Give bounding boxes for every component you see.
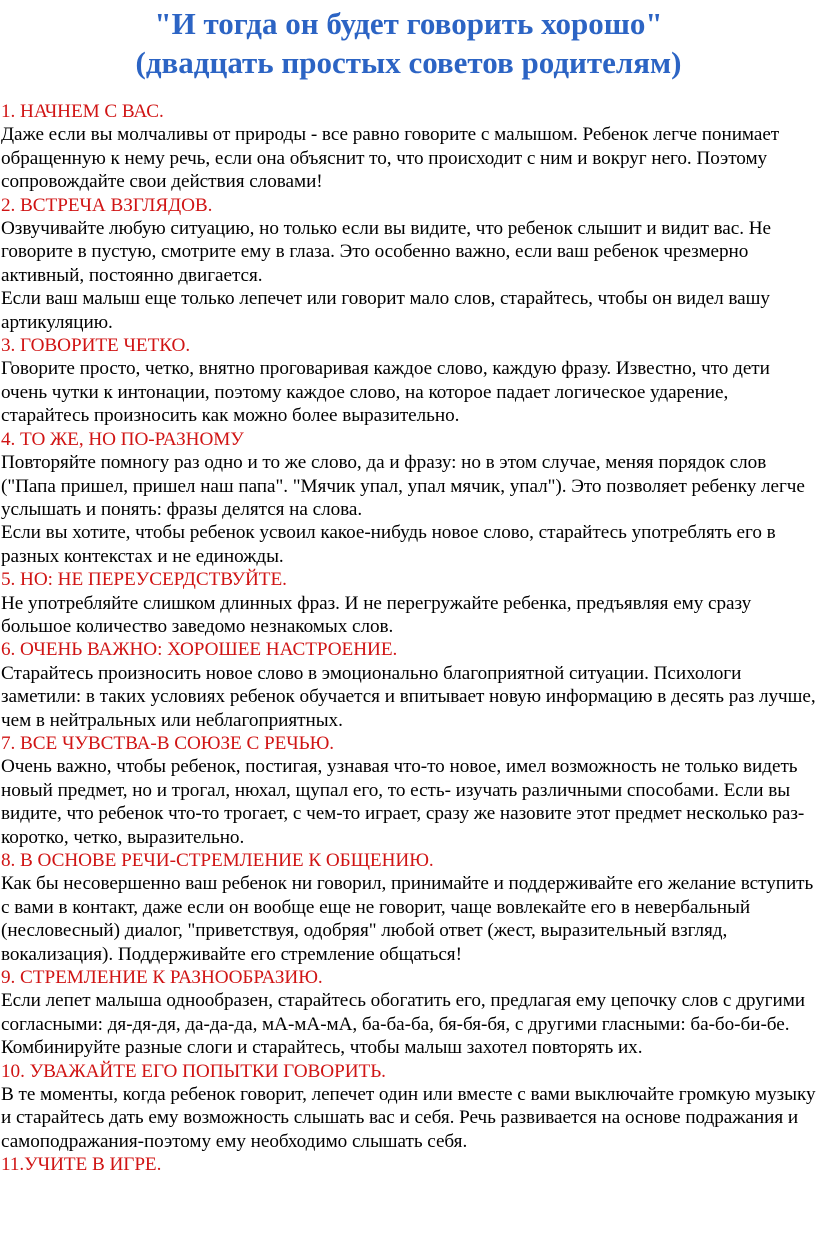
- document-title: [1, 4, 816, 82]
- section-paragraph: В те моменты, когда ребенок говорит, лепечет один или вместе с вами выключайте громкую музыку и старайтесь дать ему возможность слышать вас и себя. Речь развивается на основе подражания и самоподражания-поэтому ему необходимо слышать себя.: [1, 1084, 816, 1152]
- section-heading: 7. ВСЕ ЧУВСТВА-В СОЮЗЕ С РЕЧЬЮ.: [1, 732, 335, 754]
- section-heading: 8. В ОСНОВЕ РЕЧИ-СТРЕМЛЕНИЕ К ОБЩЕНИЮ.: [1, 850, 434, 871]
- section-paragraph: Если ваш малыш еще только лепечет или говорит мало слов, старайтесь, чтобы он видел вашу артикуляцию.: [1, 288, 770, 333]
- section-paragraph: Как бы несовершенно ваш ребенок ни говорил, принимайте и поддерживайте его желание вступить с вами в контакт, даже если он вообще еще не говорит, чаще вовлекайте его в невербальный (несловесный) диалог, "приветствуя, одобряя" любой ответ (жест, выразительный взгляд, вокализация). Поддерживайте его стремление общаться!: [1, 873, 814, 965]
- section-heading: 4. ТО ЖЕ, НО ПО-РАЗНОМУ: [1, 428, 244, 450]
- section-paragraph: Не употребляйте слишком длинных фраз. И не перегружайте ребенка, предъявляя ему сразу большое количество заведомо незнакомых слов.: [1, 592, 752, 637]
- title-line-1: "И тогда он будет говорить хорошо": [154, 6, 663, 41]
- section-paragraph: Озвучивайте любую ситуацию, но только если вы видите, что ребенок слышит и видит вас. Не говорите в пустую, смотрите ему в глаза. Это особенно важно, если ваш ребенок чрезмерно активный, постоянно двигается.: [1, 218, 772, 286]
- section-heading: 9. СТРЕМЛЕНИЕ К РАЗНООБРАЗИЮ.: [1, 967, 323, 989]
- section-heading: 11.УЧИТЕ В ИГРЕ.: [1, 1154, 162, 1176]
- section-heading: 6. ОЧЕНЬ ВАЖНО: ХОРОШЕЕ НАСТРОЕНИЕ.: [1, 639, 398, 661]
- section-heading: 1. НАЧНЕМ С ВАС.: [1, 101, 164, 122]
- section-paragraph: Если вы хотите, чтобы ребенок усвоил какое-нибудь новое слово, старайтесь употреблять его в разных контекстах и не единожды.: [1, 522, 776, 567]
- section-paragraph: Старайтесь произносить новое слово в эмоционально благоприятной ситуации. Психологи заметили: в таких условиях ребенок обучается и впитывает новую информацию в десять раз лучше, чем в нейтральных или неблагоприятных.: [1, 662, 816, 731]
- document-body: [1, 100, 816, 1177]
- section-heading: 10. УВАЖАЙТЕ ЕГО ПОПЫТКИ ГОВОРИТЬ.: [1, 1060, 386, 1082]
- section-paragraph: Говорите просто, четко, внятно проговаривая каждое слово, каждую фразу. Известно, что дети очень чутки к интонации, поэтому каждое слово, на которое падает логическое ударение, старайтесь произносить как можно более выразительно.: [1, 358, 770, 427]
- title-line-2: (двадцать простых советов родителям): [135, 45, 682, 80]
- section-paragraph: Если лепет малыша однообразен, старайтесь обогатить его, предлагая ему цепочку слов с другими согласными: дя-дя-дя, да-да-да, мА-мА-мА, ба-ба-ба, бя-бя-бя, с другими гласными: ба-бо-би-бе. Комбинируйте разные слоги и старайтесь, чтобы малыш захотел повторять их.: [1, 990, 805, 1059]
- section-heading: 2. ВСТРЕЧА ВЗГЛЯДОВ.: [1, 194, 213, 216]
- section-heading: 3. ГОВОРИТЕ ЧЕТКО.: [1, 335, 191, 357]
- section-paragraph: Очень важно, чтобы ребенок, постигая, узнавая что-то новое, имел возможность не только видеть новый предмет, но и трогал, нюхал, щупал его, то есть- изучать различными способами. Если вы видите, что ребенок что-то трогает, с чем-то играет, сразу же назовите этот предмет несколько раз-коротко, четко, выразительно.: [1, 756, 805, 848]
- section-paragraph: Даже если вы молчаливы от природы - все равно говорите с малышом. Ребенок легче понимает обращенную к нему речь, если она объяснит то, что происходит с ним и вокруг него. Поэтому сопровождайте свои действия словами!: [1, 124, 780, 193]
- section-heading: 5. НО: НЕ ПЕРЕУСЕРДСТВУЙТЕ.: [1, 569, 287, 591]
- section-paragraph: Повторяйте помногу раз одно и то же слово, да и фразу: но в этом случае, меняя порядок слов ("Папа пришел, пришел наш папа". "Мячик упал, упал мячик, упал"). Это позволяет ребенку легче услышать и понять: фразы делятся на слова.: [1, 452, 805, 520]
